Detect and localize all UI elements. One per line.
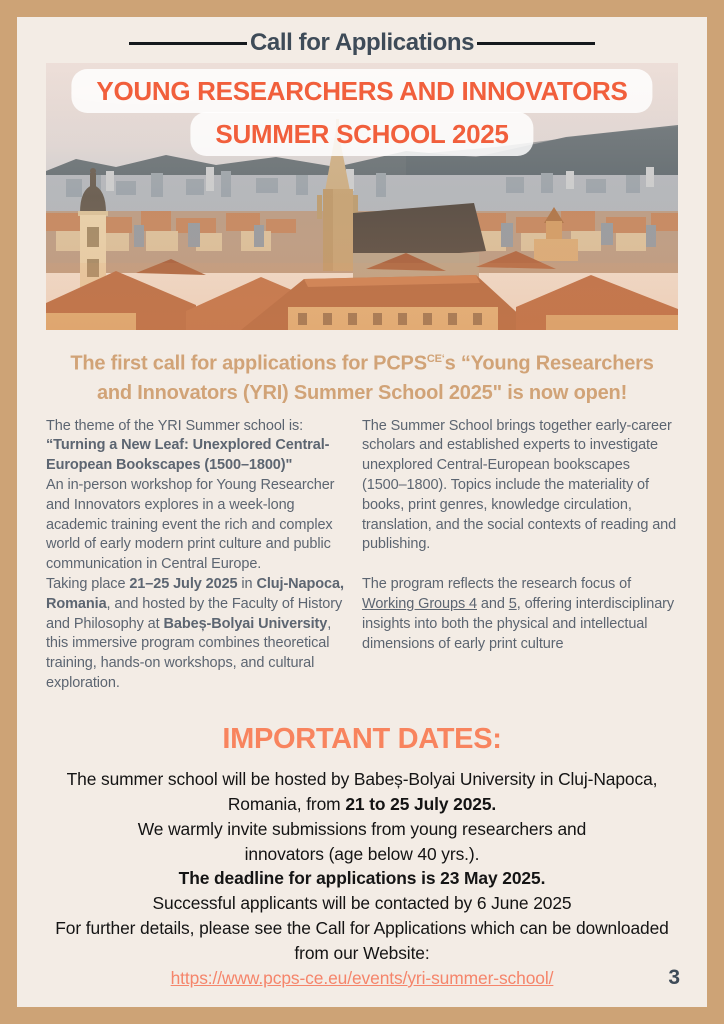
text-run: , offering interdisciplinary insights into both the physical and intellectual dimensions of early print culture (362, 596, 675, 652)
text-run: , this immersive program combines theoretical training, hands-on workshops, and cultural exploration. (46, 615, 332, 692)
text-run: CE‘ (426, 353, 445, 365)
text-run: innovators (age below 40 yrs.). (244, 843, 480, 864)
text-run: An in-person workshop for Young Researcher and Innovators explores in a week-long academic training event the rich and complex world of early modern print culture and public communication in Central Europe. (46, 477, 335, 573)
text-run: “Turning a New Leaf: Unexplored Central-European Bookscapes (1500–1800)" (46, 437, 330, 474)
paragraph (362, 417, 678, 556)
working-groups-4-link[interactable]: Working Groups 4 (362, 596, 477, 613)
text-run: Successful applicants will be contacted by 6 June 2025 (152, 893, 572, 914)
text-run: We warmly invite submissions from young researchers and (137, 818, 587, 839)
header-rule-right (477, 42, 595, 45)
dates-line (26, 916, 698, 941)
dates-line (26, 792, 698, 817)
text-run: Babeș-Bolyai University (163, 615, 328, 632)
text-run: The summer school will be hosted by Babeș-Bolyai University in Cluj-Napoca, (66, 768, 658, 789)
hero-title-line1: YOUNG RESEARCHERS AND INNOVATORS (71, 69, 652, 113)
text-run: , and hosted by the Faculty of History and Philosophy at (46, 595, 343, 632)
dates-line (26, 767, 698, 792)
left-column (46, 417, 346, 694)
body-columns (46, 417, 678, 694)
text-run: in (237, 576, 257, 593)
important-dates-block (26, 767, 698, 991)
intro-heading (32, 345, 692, 408)
text-run: The deadline for applications is 23 May 2025. (178, 868, 546, 889)
right-column (362, 417, 678, 694)
page-title: Call for Applications (249, 29, 475, 56)
text-run: Taking place (46, 576, 130, 593)
dates-line (26, 817, 698, 842)
dates-line (26, 891, 698, 916)
intro-heading-line2 (32, 379, 692, 408)
text-run: s “Young Researchers (444, 352, 654, 375)
text-run: The first call for applications for PCPS (70, 352, 427, 375)
text-run: 21–25 July 2025 (129, 576, 238, 593)
paragraph (362, 575, 678, 654)
text-run: For further details, please see the Call for Applications which can be downloaded (55, 918, 669, 939)
document-page (17, 17, 707, 1007)
footer-row (26, 966, 698, 991)
hero-banner (46, 63, 678, 330)
page-number: 3 (668, 966, 680, 990)
text-run: 21 to 25 July 2025. (345, 793, 497, 814)
website-link[interactable]: https://www.pcps-ce.eu/events/yri-summer-school/ (170, 968, 554, 989)
text-run: and Innovators (YRI) Summer School 2025" is now open! (96, 381, 628, 404)
paragraph (46, 476, 346, 575)
paragraph (46, 436, 346, 476)
text-run: The program reflects the research focus of (362, 576, 632, 593)
paragraph (46, 417, 346, 437)
text-run: and (477, 596, 509, 613)
important-dates-heading: IMPORTANT DATES: (222, 722, 502, 755)
intro-heading-line1 (32, 345, 692, 379)
header (129, 29, 595, 57)
text-run: The Summer School brings together early-career scholars and established experts to investigate unexplored Central-European bookscapes (1500–1800). Topics include the materiality of books, print genres, knowledge circulation, translation, and the social contexts of reading and publishing. (362, 417, 677, 553)
dates-line (26, 866, 698, 891)
dates-line (26, 941, 698, 966)
dates-line (26, 842, 698, 867)
text-run: The theme of the YRI Summer school is: (46, 417, 304, 434)
text-run: from our Website: (294, 943, 430, 964)
hero-title-line2: SUMMER SCHOOL 2025 (190, 112, 533, 156)
header-rule-left (129, 42, 247, 45)
paragraph (46, 575, 346, 694)
text-run: Romania, from (227, 793, 346, 814)
text-run: Cluj-Napoca, Romania (46, 576, 344, 612)
working-groups-5-link[interactable]: 5 (508, 596, 517, 613)
